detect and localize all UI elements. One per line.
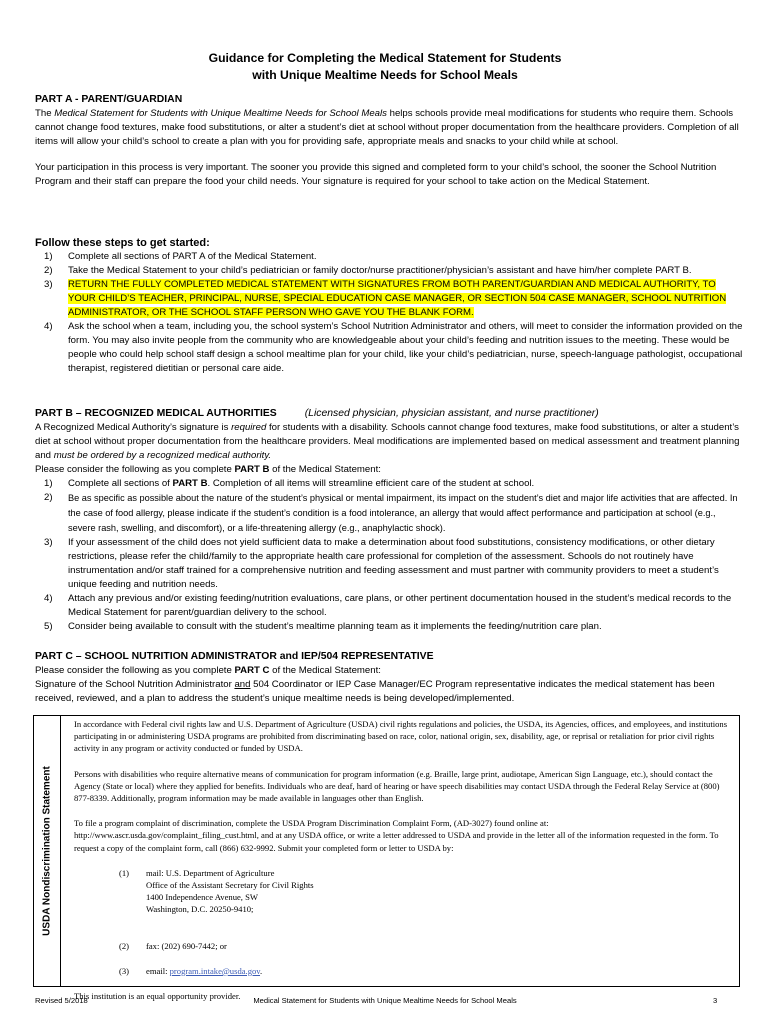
list-item: 1) Complete all sections of PART B. Completion of all items will streamline efficient care of the student at school. [44, 478, 535, 489]
usda-email-link[interactable]: program.intake@usda.gov [169, 965, 261, 976]
part-c-signature-note: Signature of the School Nutrition Administrator and 504 Coordinator or IEP Case Manager/EC Program representative indicates the medical statement has been received, reviewed, and a plan to address the student’s unique mealtime needs is being developed/implemented. [35, 679, 715, 704]
list-item: 2) Be as specific as possible about the nature of the student’s physical or mental impairment, its impact on the student’s diet and major life activities that are affected. In the case of food allergy, please indicate if the student’s condition is a food intolerance, an allergy that would affect performance and participation at school (e.g., severe rash, swelling, and discomfort), or a life-threatening allergy (e.g., anaphylactic shock). [44, 492, 738, 533]
part-b-section [35, 407, 745, 634]
usda-paragraph-1: In accordance with Federal civil rights law and U.S. Department of Agriculture (USDA) civil rights regulations and policies, the USDA, its Agencies, offices, and employees, and institutions participating in or administering USDA programs are prohibited from discriminating based on race, color, national origin, sex, disability, age, or reprisal or retaliation for prior civil rights activity in any program or activity conducted or funded by USDA. [74, 719, 728, 754]
title-line-2: with Unique Mealtime Needs for School Meals [252, 68, 518, 82]
usda-paragraph-2: Persons with disabilities who require alternative means of communication for program information (e.g. Braille, large print, audiotape, American Sign Language, etc.), should contact the Agency (State or local) where they applied for benefits. Individuals who are deaf, hard of hearing or have speech disabilities may contact USDA through the Federal Relay Service at (800) 877-8339. Additionally, program information may be made available in languages other than English. [74, 768, 720, 804]
part-c-consider: Please consider the following as you complete PART C of the Medical Statement: [35, 665, 381, 676]
usda-statement-text [74, 718, 732, 1002]
list-item: 5) Consider being available to consult with the student’s mealtime planning team as it implements the feeding/nutrition care plan. [44, 621, 602, 632]
part-b-consider: Please consider the following as you complete PART B of the Medical Statement: [35, 464, 381, 475]
part-b-heading-row [35, 407, 745, 421]
part-b-intro: A Recognized Medical Authority’s signature is required for students with a disability. Schools cannot change food textures, make food substitutions, or alter a student’s diet at school without proper documentation from the healthcare providers. Meal modifications are implemented based on medical assessment and treatment planning and must be ordered by a recognized medical authority. [35, 422, 740, 461]
part-a-paragraph-1: The Medical Statement for Students with Unique Mealtime Needs for School Meals helps schools provide meal modifications for students who require them. Schools cannot change food textures, make food substitutions, or alter a student’s diet at school without proper documentation from the healthcare providers. Completion of all items will allow your child’s school to create a plan with you for providing safe, appropriate meals and snacks to your child while at school. [35, 108, 739, 147]
list-item: 2) Take the Medical Statement to your child’s pediatrician or family doctor/nurse practitioner/physician’s assistant and have him/her complete PART B. [44, 265, 692, 276]
part-c-section [35, 650, 745, 706]
usda-fax: (2) fax: (202) 690-7442; or [119, 940, 227, 951]
footer-page-number: 3 [713, 996, 718, 1005]
list-item: 3) RETURN THE FULLY COMPLETED MEDICAL STATEMENT WITH SIGNATURES FROM BOTH PARENT/GUARDIAN AND MEDICAL AUTHORITY, TO YOUR CHILD’S TEACHER, PRINCIPAL, NURSE, SPECIAL EDUCATION CASE MANAGER, OR SECTION 504 CASE MANAGER, SCHOOL NUTRITION ADMINISTRATOR, OR THE SCHOOL STAFF PERSON WHO GAVE YOU THE BLANK FORM. [44, 279, 727, 318]
part-a-section [35, 93, 745, 189]
footer-title: Medical Statement for Students with Unique Mealtime Needs for School Meals [253, 996, 517, 1005]
list-item: 4) Attach any previous and/or existing feeding/nutrition evaluations, care plans, or other pertinent documentation housed in the student’s medical records to the Medical Statement for parent/guardian delivery to the school. [44, 593, 732, 618]
usda-vertical-label [34, 716, 61, 986]
steps-heading: Follow these steps to get started: [35, 237, 210, 249]
usda-mail-address: (1) mail: U.S. Department of Agriculture Office of the Assistant Secretary for Civil Rights 1400 Independence Avenue, SW Washington, D.C. 20250-9410; [119, 867, 314, 915]
title-line-1: Guidance for Completing the Medical Statement for Students [208, 51, 562, 65]
steps-list [35, 250, 745, 376]
footer-revised: Revised 5/2018 [35, 996, 88, 1005]
part-b-heading: PART B – RECOGNIZED MEDICAL AUTHORITIES [35, 408, 277, 419]
part-a-heading: PART A - PARENT/GUARDIAN [35, 94, 183, 105]
part-b-list [35, 477, 745, 634]
steps-section [35, 236, 745, 376]
list-item: 4) Ask the school when a team, including you, the school system’s School Nutrition Administrator and others, will meet to consider the information provided on the form. You may also invite people from the community who are knowledgeable about your child’s feeding and nutrition issues to the meeting. These would be people who could help school staff design a school mealtime plan for your child, like your child’s pediatrician, nurse, speech-language pathologist, occupational therapist, registered dietitian or personal care aide. [44, 321, 743, 374]
usda-closing: This institution is an equal opportunity provider. [74, 991, 241, 1002]
form-name-italic: Medical Statement for Students with Unique Mealtime Needs for School Meals [54, 108, 387, 119]
part-b-hint: (Licensed physician, physician assistant, and nurse practitioner) [304, 408, 599, 419]
document-title [0, 50, 770, 84]
list-item: 3) If your assessment of the child does not yield sufficient data to make a determination about food substitutions, consistency modifications, or other dietary restrictions, please refer the child/family to the appropriate health care professional for completion of the assessment. Schools do not routinely have instrumentation and/or staff trained for a comprehensive nutrition and feeding assessment and must partner with community providers to meet a student’s unique feeding and nutrition needs. [44, 537, 719, 590]
list-item: 1) Complete all sections of PART A of the Medical Statement. [44, 251, 317, 262]
usda-paragraph-3: To file a program complaint of discrimination, complete the USDA Program Discrimination Complaint Form, (AD-3027) found online at: http://www.ascr.usda.gov/complaint_filing_cust.html, and at any USDA office, or write a letter addressed to USDA and provide in the letter all of the information requested in the form. To request a copy of the complaint form, call (866) 632-9992. Submit your completed form or letter to USDA by: [74, 818, 719, 853]
part-a-paragraph-2: Your participation in this process is very important. The sooner you provide this signed and completed form to your child’s school, the sooner the School Nutrition Program and their staff can prepare the food your child needs. Your signature is required for your school to take action on the Medical Statement. [35, 162, 717, 187]
usda-email: (3) email: program.intake@usda.gov. [119, 965, 263, 976]
part-c-heading: PART C – SCHOOL NUTRITION ADMINISTRATOR and IEP/504 REPRESENTATIVE [35, 651, 434, 662]
highlighted-instruction: RETURN THE FULLY COMPLETED MEDICAL STATEMENT WITH SIGNATURES FROM BOTH PARENT/GUARDIAN AND MEDICAL AUTHORITY, TO YOUR CHILD’S TEACHER, PRINCIPAL, NURSE, SPECIAL EDUCATION CASE MANAGER, OR SECTION 504 CASE MANAGER, SCHOOL NUTRITION ADMINISTRATOR, OR THE SCHOOL STAFF PERSON WHO GAVE YOU THE BLANK FORM. [68, 279, 727, 318]
usda-label-text: USDA Nondiscrimination Statement [41, 766, 53, 936]
